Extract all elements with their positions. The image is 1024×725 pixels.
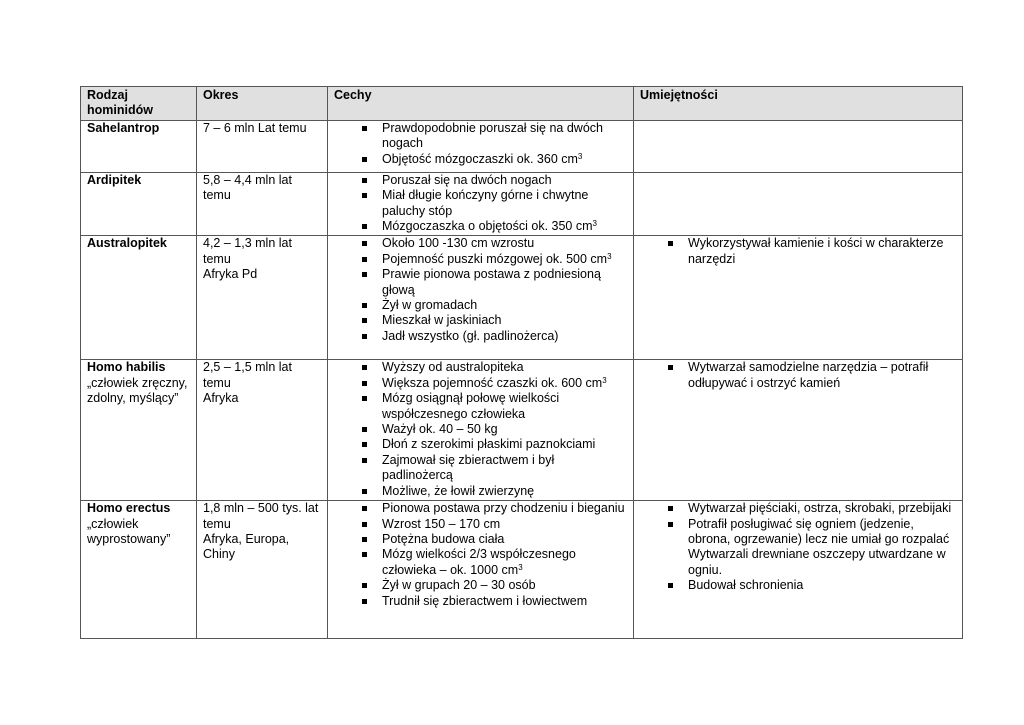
skills-cell — [634, 236, 963, 360]
trait-text: Dłoń z szerokimi płaskimi paznokciami — [382, 437, 596, 452]
trait-item — [334, 453, 627, 484]
period-line: 2,5 – 1,5 mln lat temu — [203, 360, 292, 390]
table-row — [81, 501, 963, 639]
traits-cell — [328, 360, 634, 501]
header-row — [81, 87, 963, 121]
trait-item — [334, 547, 627, 578]
trait-text: Mózg wielkości 2/3 współczesnego człowieka – ok. 1000 cm — [382, 547, 576, 577]
trait-text: Wyższy od australopiteka — [382, 360, 524, 375]
header-skills: Umiejętności — [634, 87, 963, 121]
trait-item — [334, 121, 627, 152]
trait-item — [334, 298, 627, 313]
trait-text: Większa pojemność czaszki ok. 600 cm — [382, 375, 603, 390]
trait-text: Potężna budowa ciała — [382, 531, 505, 546]
unit-exponent: 3 — [592, 219, 597, 229]
traits-list — [334, 360, 627, 499]
skills-cell — [634, 360, 963, 501]
trait-item — [334, 267, 627, 298]
trait-text: Poruszał się na dwóch nogach — [382, 172, 552, 187]
hominid-name: Sahelantrop — [87, 120, 160, 135]
skill-item: Wykorzystywał kamienie i kości w charakterze narzędzi — [640, 236, 956, 267]
trait-item — [334, 501, 627, 516]
trait-item — [334, 329, 627, 344]
trait-item — [334, 360, 627, 375]
trait-text: Pionowa postawa przy chodzeniu i bieganiu — [382, 501, 625, 516]
period-line: Afryka, Europa, Chiny — [203, 531, 290, 562]
trait-text: Objętość mózgoczaszki ok. 360 cm — [382, 151, 578, 166]
trait-text: Ważył ok. 40 – 50 kg — [382, 422, 498, 437]
hominid-nickname: „człowiek zręczny, zdolny, myślący” — [87, 375, 188, 406]
hominid-cell — [81, 236, 197, 360]
period-line: Afryka — [203, 391, 239, 406]
hominid-cell — [81, 360, 197, 501]
trait-text: Żył w gromadach — [382, 298, 478, 313]
period-cell — [197, 172, 328, 236]
trait-text: Możliwe, że łowił zwierzynę — [382, 483, 535, 498]
trait-text: Jadł wszystko (gł. padlinożerca) — [382, 328, 559, 343]
period-line: 5,8 – 4,4 mln lat temu — [203, 172, 292, 203]
trait-item — [334, 391, 627, 422]
trait-item — [334, 152, 627, 167]
trait-item — [334, 376, 627, 391]
hominid-cell — [81, 501, 197, 639]
skill-item: Budował schronienia — [640, 578, 956, 593]
hominids-table — [80, 86, 963, 639]
trait-text: Pojemność puszki mózgowej ok. 500 cm — [382, 251, 608, 266]
traits-cell — [328, 172, 634, 236]
hominid-name: Homo erectus — [87, 501, 171, 516]
traits-cell — [328, 501, 634, 639]
hominid-name: Ardipitek — [87, 172, 142, 187]
table-row — [81, 120, 963, 172]
header-traits: Cechy — [328, 87, 634, 121]
trait-text: Mieszkał w jaskiniach — [382, 313, 502, 328]
period-line: 1,8 mln – 500 tys. lat temu — [203, 501, 319, 531]
trait-text: Wzrost 150 – 170 cm — [382, 516, 501, 531]
table-row — [81, 360, 963, 501]
trait-item — [334, 437, 627, 452]
trait-item — [334, 594, 627, 609]
skills-list — [640, 501, 956, 593]
hominid-name: Homo habilis — [87, 360, 166, 375]
trait-text: Żył w grupach 20 – 30 osób — [382, 578, 536, 593]
traits-list — [334, 173, 627, 235]
trait-item — [334, 173, 627, 188]
trait-item — [334, 484, 627, 499]
period-line: 4,2 – 1,3 mln lat temu — [203, 236, 292, 266]
trait-item — [334, 188, 627, 219]
trait-text: Prawie pionowa postawa z podniesioną głową — [382, 267, 601, 297]
skill-item: Wytwarzał samodzielne narzędzia – potrafił odłupywać i ostrzyć kamień — [640, 360, 956, 391]
trait-item — [334, 219, 627, 234]
skills-list — [640, 360, 956, 391]
hominid-cell — [81, 172, 197, 236]
trait-item — [334, 578, 627, 593]
period-cell — [197, 236, 328, 360]
traits-cell — [328, 236, 634, 360]
skills-cell — [634, 172, 963, 236]
period-line: Afryka Pd — [203, 267, 258, 282]
trait-item — [334, 422, 627, 437]
table-row — [81, 236, 963, 360]
trait-text: Mózgoczaszka o objętości ok. 350 cm — [382, 219, 593, 234]
trait-item — [334, 313, 627, 328]
trait-item — [334, 236, 627, 251]
traits-list — [334, 236, 627, 344]
trait-item — [334, 517, 627, 532]
trait-text: Trudnił się zbieractwem i łowiectwem — [382, 593, 588, 608]
hominid-nickname: „człowiek wyprostowany” — [87, 516, 171, 546]
period-line: 7 – 6 mln Lat temu — [203, 120, 307, 135]
traits-list — [334, 121, 627, 167]
header-kind: Rodzaj hominidów — [81, 87, 197, 121]
skills-cell — [634, 501, 963, 639]
period-cell — [197, 501, 328, 639]
trait-item — [334, 532, 627, 547]
unit-exponent: 3 — [602, 375, 607, 385]
skills-cell — [634, 120, 963, 172]
period-cell — [197, 360, 328, 501]
hominid-cell — [81, 120, 197, 172]
header-period: Okres — [197, 87, 328, 121]
traits-list — [334, 501, 627, 609]
trait-text: Prawdopodobnie poruszał się na dwóch nogach — [382, 120, 603, 151]
unit-exponent: 3 — [607, 251, 612, 261]
period-cell — [197, 120, 328, 172]
unit-exponent: 3 — [577, 151, 583, 161]
trait-text: Mózg osiągnął połowę wielkości współczesnego człowieka — [382, 391, 560, 421]
skill-item: Wytwarzał pięściaki, ostrza, skrobaki, przebijaki — [640, 501, 956, 516]
trait-text: Miał długie kończyny górne i chwytne paluchy stóp — [382, 188, 589, 218]
unit-exponent: 3 — [518, 562, 523, 572]
skill-item: Potrafił posługiwać się ogniem (jedzenie, obrona, ogrzewanie) lecz nie umiał go rozpalać Wytwarzali drewniane oszczepy utwardzane w ogniu. — [640, 517, 956, 579]
table-row — [81, 172, 963, 236]
skills-list — [640, 236, 956, 267]
traits-cell — [328, 120, 634, 172]
trait-text: Zajmował się zbieractwem i był padlinożercą — [382, 452, 555, 483]
table-body — [81, 120, 963, 638]
table-header — [81, 87, 963, 121]
trait-item — [334, 252, 627, 267]
hominid-name: Australopitek — [87, 236, 167, 251]
trait-text: Około 100 -130 cm wzrostu — [382, 236, 535, 251]
